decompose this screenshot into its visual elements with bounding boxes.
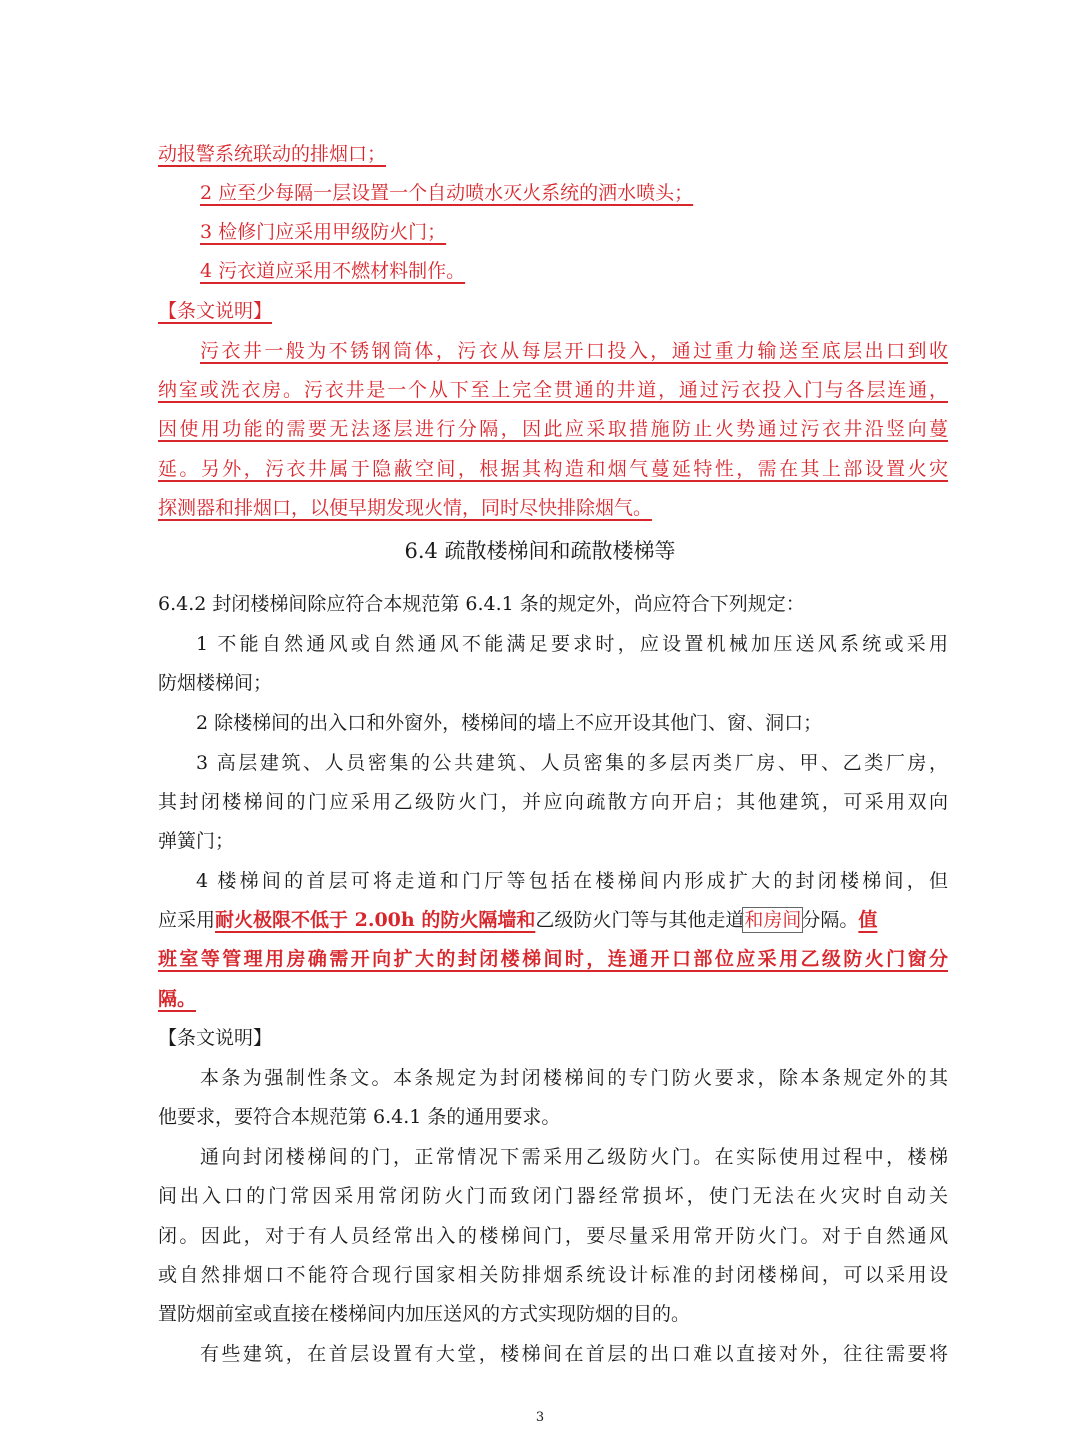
- explanation-label: 【条文说明】: [158, 1027, 273, 1049]
- section-heading: 6.4 疏散楼梯间和疏散楼梯等: [404, 539, 676, 563]
- item4b-boxed-room: 和房间: [744, 909, 802, 931]
- explanation-p2-line-4: 或自然排烟口不能符合现行国家相关防排烟系统设计标准的封闭楼梯间，可以采用设: [158, 1264, 948, 1286]
- explanation-p1a: 本条为强制性条文。本条规定为封闭楼梯间的专门防火要求，除本条规定外的其: [200, 1067, 948, 1089]
- red-note-line-2: 纳室或洗衣房。污衣井是一个从下至上完全贯通的井道，通过污衣投入门与各层连通，: [158, 379, 948, 401]
- clause-item-4b: [158, 907, 877, 933]
- explanation-p2-line-3: 闭。因此，对于有人员经常出入的楼梯间门，要尽量采用常开防火门。对于自然通风: [158, 1225, 948, 1247]
- clause-item-4a: 4 楼梯间的首层可将走道和门厅等包括在楼梯间内形成扩大的封闭楼梯间，但: [196, 870, 948, 892]
- clause-item-4d: 隔。: [158, 988, 197, 1010]
- red-note-line-1: 污衣井一般为不锈钢筒体，污衣从每层开口投入，通过重力输送至底层出口到收: [200, 340, 948, 362]
- page-number: 3: [535, 1410, 545, 1425]
- clause-item-2: 2 除楼梯间的出入口和外窗外，楼梯间的墙上不应开设其他门、窗、洞口；: [196, 712, 823, 734]
- red-note-line-5: 探测器和排烟口，以便早期发现火情，同时尽快排除烟气。: [158, 497, 653, 519]
- explanation-p2-line-2: 间出入口的门常因采用常闭防火门而致闭门器经常损坏，使门无法在火灾时自动关: [158, 1185, 948, 1207]
- red-item-4: 4 污衣道应采用不燃材料制作。: [200, 260, 466, 282]
- clause-item-3a: 3 高层建筑、人员密集的公共建筑、人员密集的多层丙类厂房、甲、乙类厂房，: [196, 752, 948, 774]
- item4b-pre: 应采用: [158, 909, 216, 931]
- item4b-post: 分隔。: [801, 909, 859, 931]
- red-note-line-4: 延。另外，污衣井属于隐蔽空间，根据其构造和烟气蔓延特性，需在其上部设置火灾: [158, 458, 948, 480]
- explanation-p2-line-5: 置防烟前室或直接在楼梯间内加压送风的方式实现防烟的目的。: [158, 1303, 691, 1325]
- red-item-3: 3 检修门应采用甲级防火门；: [200, 221, 447, 243]
- red-line-continuation: 动报警系统联动的排烟口；: [158, 143, 387, 165]
- item4b-red-end: 值: [858, 909, 878, 931]
- clause-item-1b: 防烟楼梯间；: [158, 672, 273, 694]
- item4b-mid: 乙级防火门等与其他走道: [535, 909, 745, 931]
- clause-item-3b: 其封闭楼梯间的门应采用乙级防火门，并应向疏散方向开启；其他建筑，可采用双向: [158, 791, 948, 813]
- red-note-line-3: 因使用功能的需要无法逐层进行分隔，因此应采取措施防止火势通过污衣井沿竖向蔓: [158, 418, 948, 440]
- explanation-p1b: 他要求，要符合本规范第 6.4.1 条的通用要求。: [158, 1106, 561, 1128]
- explanation-p3a: 有些建筑，在首层设置有大堂，楼梯间在首层的出口难以直接对外，往往需要将: [200, 1343, 948, 1365]
- explanation-p2-line-1: 通向封闭楼梯间的门，正常情况下需采用乙级防火门。在实际使用过程中，楼梯: [200, 1146, 948, 1168]
- red-item-2: 2 应至少每隔一层设置一个自动喷水灭火系统的洒水喷头；: [200, 182, 694, 204]
- clause-intro: 6.4.2 封闭楼梯间除应符合本规范第 6.4.1 条的规定外，尚应符合下列规定：: [158, 593, 805, 615]
- clause-item-3c: 弹簧门；: [158, 830, 235, 852]
- clause-item-4c: 班室等管理用房确需开向扩大的封闭楼梯间时，连通开口部位应采用乙级防火门窗分: [158, 948, 948, 970]
- red-note-label: 【条文说明】: [158, 300, 273, 322]
- clause-item-1a: 1 不能自然通风或自然通风不能满足要求时，应设置机械加压送风系统或采用: [196, 633, 948, 655]
- item4b-red-fire-wall: 耐火极限不低于 2.00h 的防火隔墙和: [215, 909, 536, 931]
